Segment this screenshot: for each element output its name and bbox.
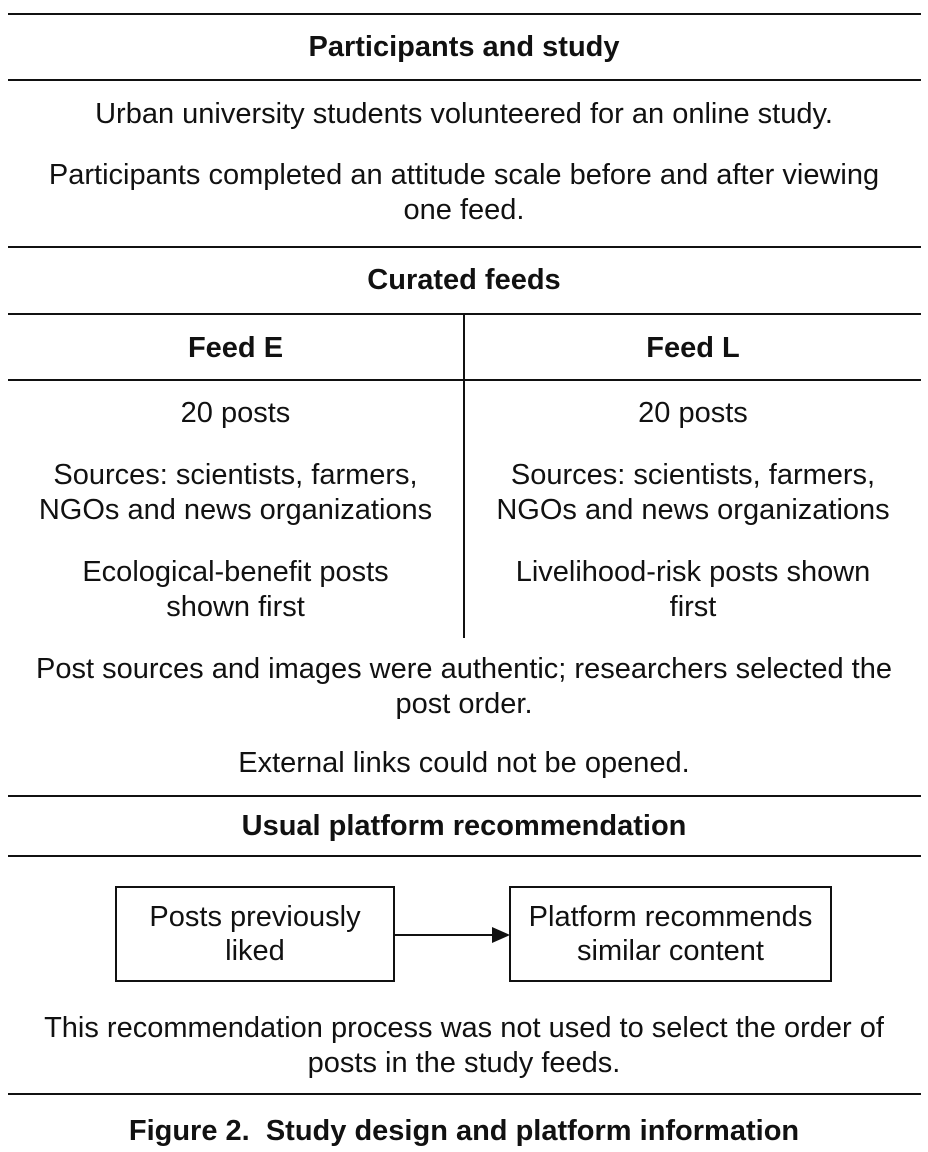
feed-e-count: 20 posts bbox=[180, 397, 291, 429]
recommendation-arrow bbox=[393, 920, 513, 950]
participants-line-1: Urban university students volunteered for an online study. bbox=[95, 98, 833, 130]
platform-note: This recommendation process was not used to select the order of posts in the study feeds. bbox=[44, 1012, 884, 1079]
participants-line-2: Participants completed an attitude scale before and after viewing one feed. bbox=[48, 159, 880, 226]
feed-e-sources: Sources: scientists, farmers, NGOs and news organizations bbox=[38, 459, 433, 526]
feeds-top-rule bbox=[8, 246, 921, 248]
platform-recommends-label: Platform recommends similar content bbox=[528, 901, 813, 967]
platform-recommends-box bbox=[509, 886, 832, 982]
feed-l-title: Feed L bbox=[646, 332, 740, 364]
feed-e-title: Feed E bbox=[187, 332, 284, 364]
posts-previously-liked-box bbox=[115, 886, 395, 982]
platform-top-rule bbox=[8, 795, 921, 797]
caption-rule bbox=[8, 1093, 921, 1095]
platform-heading-rule bbox=[8, 855, 921, 857]
figure-caption: Figure 2. Study design and platform information bbox=[128, 1115, 800, 1147]
participants-heading: Participants and study bbox=[308, 31, 620, 63]
feeds-note-links: External links could not be opened. bbox=[238, 747, 690, 779]
top-rule bbox=[8, 13, 921, 15]
feed-l-count: 20 posts bbox=[638, 397, 748, 429]
participants-heading-rule bbox=[8, 79, 921, 81]
feeds-note-authentic: Post sources and images were authentic; researchers selected the post order. bbox=[36, 653, 892, 720]
feed-l-sources: Sources: scientists, farmers, NGOs and news organizations bbox=[496, 459, 890, 526]
feeds-heading: Curated feeds bbox=[367, 264, 561, 296]
feed-l-order: Livelihood-risk posts shown first bbox=[515, 556, 871, 623]
posts-previously-liked-label: Posts previously liked bbox=[149, 901, 361, 967]
feed-e-order: Ecological-benefit posts shown first bbox=[82, 556, 389, 623]
platform-heading: Usual platform recommendation bbox=[241, 810, 687, 842]
